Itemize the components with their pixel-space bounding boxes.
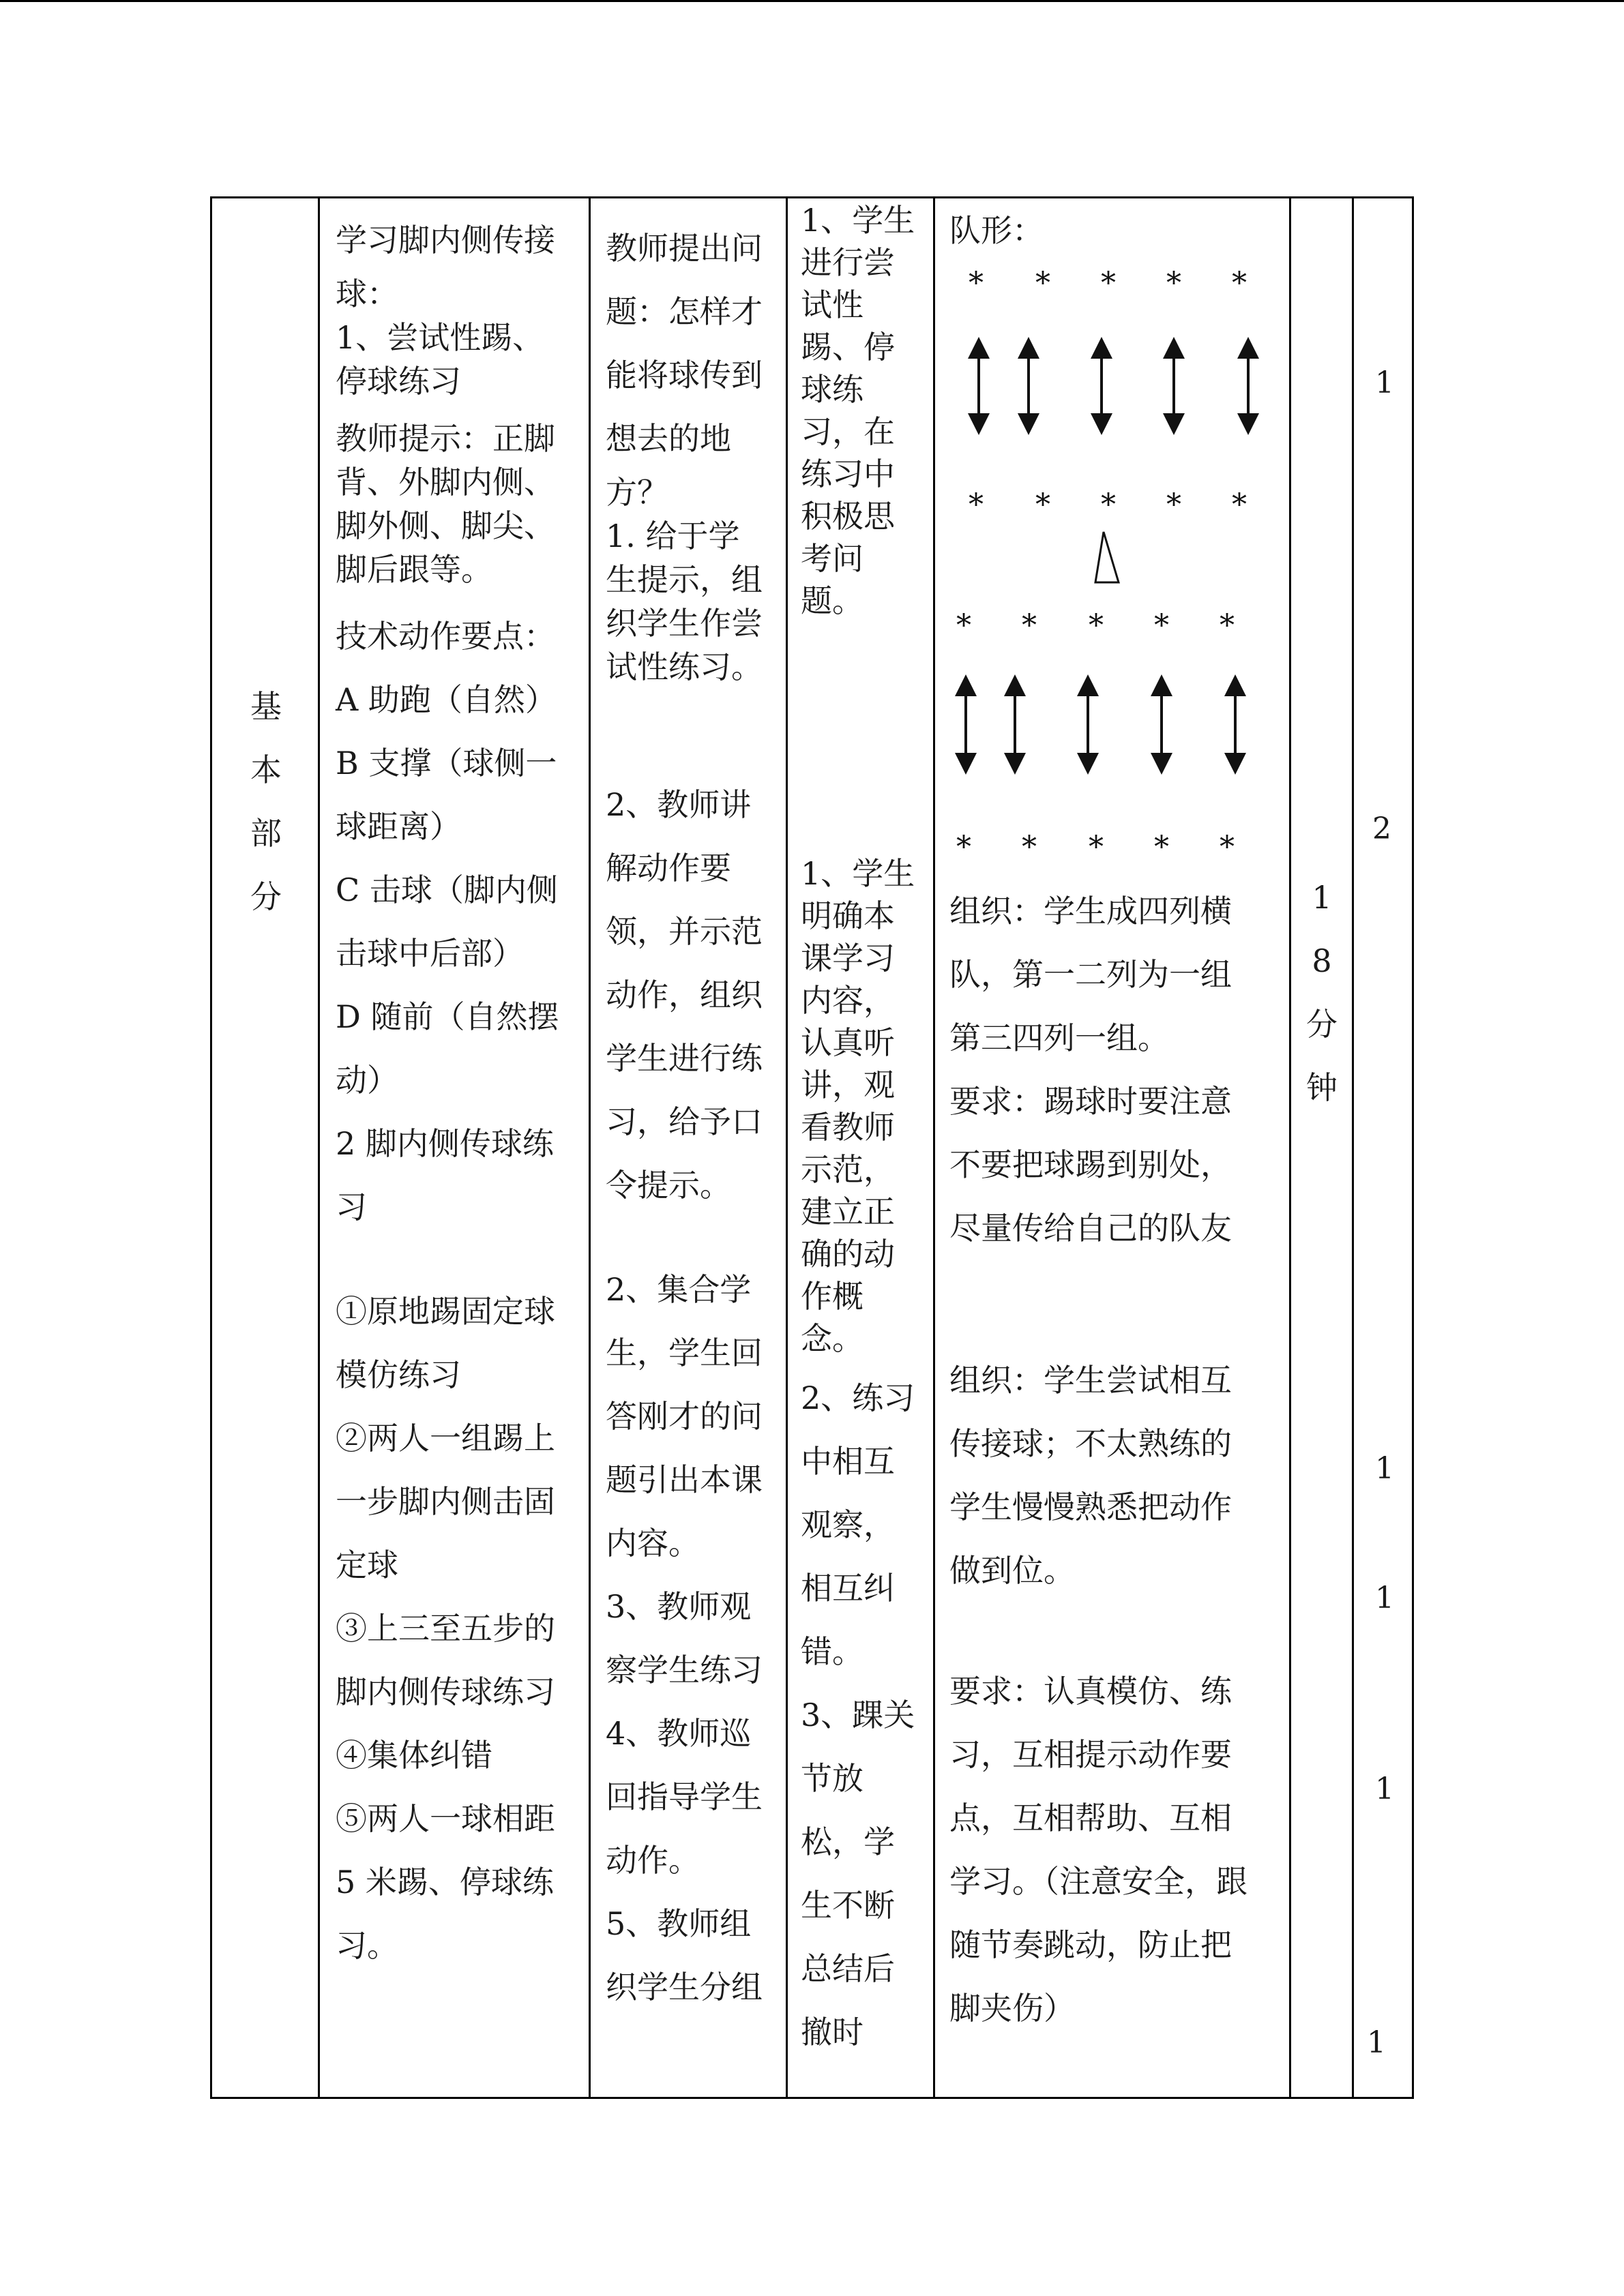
content-line: 脚后跟等。 — [336, 551, 492, 588]
org-line: 尽量传给自己的队友 — [949, 1210, 1232, 1247]
teacher-line: 能将球传到 — [606, 357, 763, 393]
content-line: D 随前（自然摆 — [336, 998, 559, 1035]
content-line: ③上三至五步的 — [336, 1610, 555, 1647]
teacher-line: 生提示，组 — [606, 561, 763, 598]
time-char: 分 — [1306, 1006, 1338, 1043]
student-line: 生不断 — [801, 1887, 895, 1924]
content-line: 习 — [336, 1189, 367, 1225]
teacher-line: 想去的地 — [606, 420, 731, 457]
content-line: 停球练习 — [336, 363, 461, 400]
org-line: 要求：踢球时要注意 — [949, 1083, 1232, 1120]
count-value: 1 — [1375, 366, 1394, 400]
time-char: 钟 — [1306, 1069, 1338, 1106]
student-line: 积极思 — [801, 498, 895, 535]
column-divider — [1352, 196, 1354, 2099]
content-line: 技术动作要点： — [336, 618, 555, 655]
teacher-line: 方？ — [606, 474, 668, 511]
teacher-line: 织学生分组 — [606, 1969, 763, 2006]
org-line: 习，互相提示动作要 — [949, 1736, 1232, 1773]
content-line: 一步脚内侧击固 — [336, 1483, 555, 1520]
student-line: 看教师 — [801, 1109, 895, 1146]
content-line: 动） — [336, 1062, 398, 1099]
student-line: 踢、停 — [801, 329, 895, 366]
content-line: C 击球（脚内侧 — [336, 871, 558, 908]
formation-diagram — [941, 245, 1269, 859]
student-star: * — [1232, 266, 1247, 301]
student-line: 试性 — [801, 286, 863, 323]
student-star: * — [1154, 830, 1169, 859]
student-star: * — [1022, 830, 1037, 859]
student-star: * — [969, 488, 984, 522]
pass-arrows-group-2 — [966, 685, 1235, 764]
student-line: 1、学生 — [801, 202, 915, 239]
teacher-line: 题引出本课 — [606, 1461, 763, 1498]
count-value: 1 — [1367, 2025, 1386, 2060]
student-line: 课学习 — [801, 940, 895, 976]
time-char: 8 — [1312, 942, 1332, 979]
content-line: 脚内侧传球练习 — [336, 1673, 555, 1710]
teacher-line: 3、教师观 — [606, 1588, 752, 1625]
teacher-line: 织学生作尝 — [606, 605, 763, 642]
teacher-line: 回指导学生 — [606, 1778, 763, 1815]
org-line: 第三四列一组。 — [949, 1019, 1169, 1056]
org-line: 组织：学生尝试相互 — [949, 1362, 1232, 1399]
teacher-line: 题：怎样才 — [606, 293, 763, 330]
student-line: 中相互 — [801, 1443, 895, 1480]
content-line: B 支撑（球侧一 — [336, 745, 557, 781]
teacher-column — [606, 217, 763, 2019]
section-char: 本 — [250, 751, 282, 788]
student-line: 撤时 — [801, 2014, 863, 2051]
section-label — [213, 675, 319, 929]
student-line: 错。 — [801, 1633, 863, 1670]
org-line: 不要把球踢到别处， — [949, 1146, 1232, 1183]
content-line: 模仿练习 — [336, 1356, 461, 1393]
content-line: 1、尝试性踢、 — [336, 319, 544, 356]
teacher-line: 动作。 — [606, 1842, 700, 1879]
content-line: 2 脚内侧传球练 — [336, 1125, 554, 1162]
content-line: 背、外脚内侧、 — [336, 464, 555, 501]
student-line: 认真听 — [801, 1024, 895, 1061]
student-line: 讲，观 — [801, 1067, 895, 1103]
content-line: A 助跑（自然） — [336, 681, 557, 718]
content-line: 球距离） — [336, 808, 461, 845]
content-line: 定球 — [336, 1547, 398, 1583]
formation-row-2 — [969, 488, 1247, 522]
student-line: 3、踝关 — [801, 1697, 915, 1733]
formation-title: 队形： — [949, 212, 1044, 249]
content-line: 习。 — [336, 1927, 398, 1964]
student-line: 题。 — [801, 582, 863, 619]
teacher-line: 答刚才的问 — [606, 1398, 763, 1435]
student-star: * — [1035, 488, 1050, 522]
page-top-border — [0, 0, 1624, 2]
student-star: * — [1035, 266, 1050, 301]
teacher-line: 2、集合学 — [606, 1271, 752, 1308]
student-line: 习，在 — [801, 413, 895, 450]
student-star: * — [1166, 266, 1181, 301]
column-divider — [1289, 196, 1291, 2099]
student-star: * — [1022, 608, 1037, 643]
student-star: * — [1089, 830, 1104, 859]
teacher-line: 5、教师组 — [606, 1905, 752, 1942]
org-line: 组织：学生成四列横 — [949, 893, 1232, 929]
org-line: 脚夹伤） — [949, 1990, 1075, 2027]
org-line: 学习。（注意安全，跟 — [949, 1863, 1247, 1900]
student-star: * — [956, 830, 971, 859]
pass-arrows-group-1 — [979, 348, 1248, 424]
student-line: 总结后 — [801, 1950, 895, 1987]
content-line: ⑤两人一球相距 — [336, 1800, 555, 1837]
student-line: 确的动 — [801, 1236, 895, 1272]
content-line: 脚外侧、脚尖、 — [336, 507, 555, 544]
student-line: 进行尝 — [801, 244, 895, 281]
teacher-line: 领，并示范 — [606, 913, 763, 950]
organization-column — [949, 880, 1247, 2040]
org-line: 要求：认真模仿、练 — [949, 1673, 1232, 1710]
teacher-line: 试性练习。 — [606, 648, 763, 685]
teacher-line: 1. 给于学 — [606, 518, 740, 554]
student-star: * — [956, 608, 971, 643]
student-star: * — [1166, 488, 1181, 522]
org-line: 做到位。 — [949, 1552, 1075, 1589]
student-line: 作概 — [801, 1278, 863, 1315]
student-line: 建立正 — [801, 1193, 895, 1230]
student-line: 练习中 — [801, 456, 895, 492]
section-char: 部 — [250, 815, 282, 852]
formation-row-4 — [956, 830, 1235, 859]
teacher-line: 学生进行练 — [606, 1040, 763, 1077]
content-line: 学习脚内侧传接 — [336, 222, 555, 258]
formation-row-3 — [956, 608, 1235, 643]
teacher-line: 内容。 — [606, 1525, 700, 1562]
student-star: * — [1232, 488, 1247, 522]
teacher-line: 教师提出问 — [606, 230, 763, 267]
content-column — [336, 209, 559, 1978]
count-value: 1 — [1375, 1581, 1394, 1615]
section-char: 基 — [250, 688, 282, 725]
student-column — [801, 199, 915, 2064]
org-line: 学生慢慢熟悉把动作 — [949, 1489, 1232, 1525]
teacher-line: 动作，组织 — [606, 976, 763, 1013]
student-star: * — [1154, 608, 1169, 643]
org-line: 随节奏跳动，防止把 — [949, 1926, 1232, 1963]
org-line: 传接球；不太熟练的 — [949, 1425, 1232, 1462]
student-line: 示范， — [801, 1151, 895, 1188]
teacher-line: 解动作要 — [606, 850, 731, 886]
content-line: ①原地踢固定球 — [336, 1293, 555, 1330]
student-line: 2、练习 — [801, 1380, 915, 1416]
time-label — [1291, 866, 1353, 1120]
student-line: 球练 — [801, 371, 863, 408]
org-line: 点，互相帮助、互相 — [949, 1800, 1232, 1836]
teacher-line: 2、教师讲 — [606, 786, 752, 823]
student-line: 1、学生 — [801, 855, 915, 892]
student-line: 观察， — [801, 1506, 895, 1543]
student-star: * — [1101, 488, 1116, 522]
teacher-line: 生，学生回 — [606, 1335, 763, 1371]
student-line: 松，学 — [801, 1823, 895, 1860]
teacher-triangle-icon — [1095, 532, 1119, 582]
student-line: 内容， — [801, 982, 895, 1019]
content-line: ④集体纠错 — [336, 1737, 492, 1774]
student-star: * — [1220, 830, 1235, 859]
content-line: 教师提示：正脚 — [336, 420, 555, 457]
student-line: 念。 — [801, 1320, 863, 1357]
section-char: 分 — [250, 878, 282, 915]
student-star: * — [1220, 608, 1235, 643]
column-divider — [786, 196, 788, 2099]
content-line: 球： — [336, 275, 398, 312]
content-line: 5 米踢、停球练 — [336, 1864, 554, 1900]
column-divider — [318, 196, 320, 2099]
student-line: 节放 — [801, 1760, 863, 1797]
content-line: ②两人一组踢上 — [336, 1420, 555, 1457]
teacher-line: 察学生练习 — [606, 1652, 763, 1688]
teacher-line: 习，给予口 — [606, 1103, 763, 1140]
column-divider — [933, 196, 935, 2099]
student-star: * — [1101, 266, 1116, 301]
count-value: 1 — [1375, 1451, 1394, 1486]
student-line: 明确本 — [801, 897, 895, 934]
count-value: 2 — [1372, 811, 1391, 846]
student-line: 考问 — [801, 540, 863, 577]
teacher-line: 令提示。 — [606, 1167, 731, 1204]
count-value: 1 — [1375, 1772, 1394, 1806]
student-star: * — [969, 266, 984, 301]
time-char: 1 — [1312, 879, 1332, 916]
content-line: 击球中后部） — [336, 935, 524, 972]
formation-row-1 — [969, 266, 1247, 301]
column-divider — [589, 196, 591, 2099]
teacher-line: 4、教师巡 — [606, 1715, 752, 1752]
org-line: 队，第一二列为一组 — [949, 956, 1232, 993]
student-line: 相互纠 — [801, 1570, 895, 1607]
student-star: * — [1089, 608, 1104, 643]
